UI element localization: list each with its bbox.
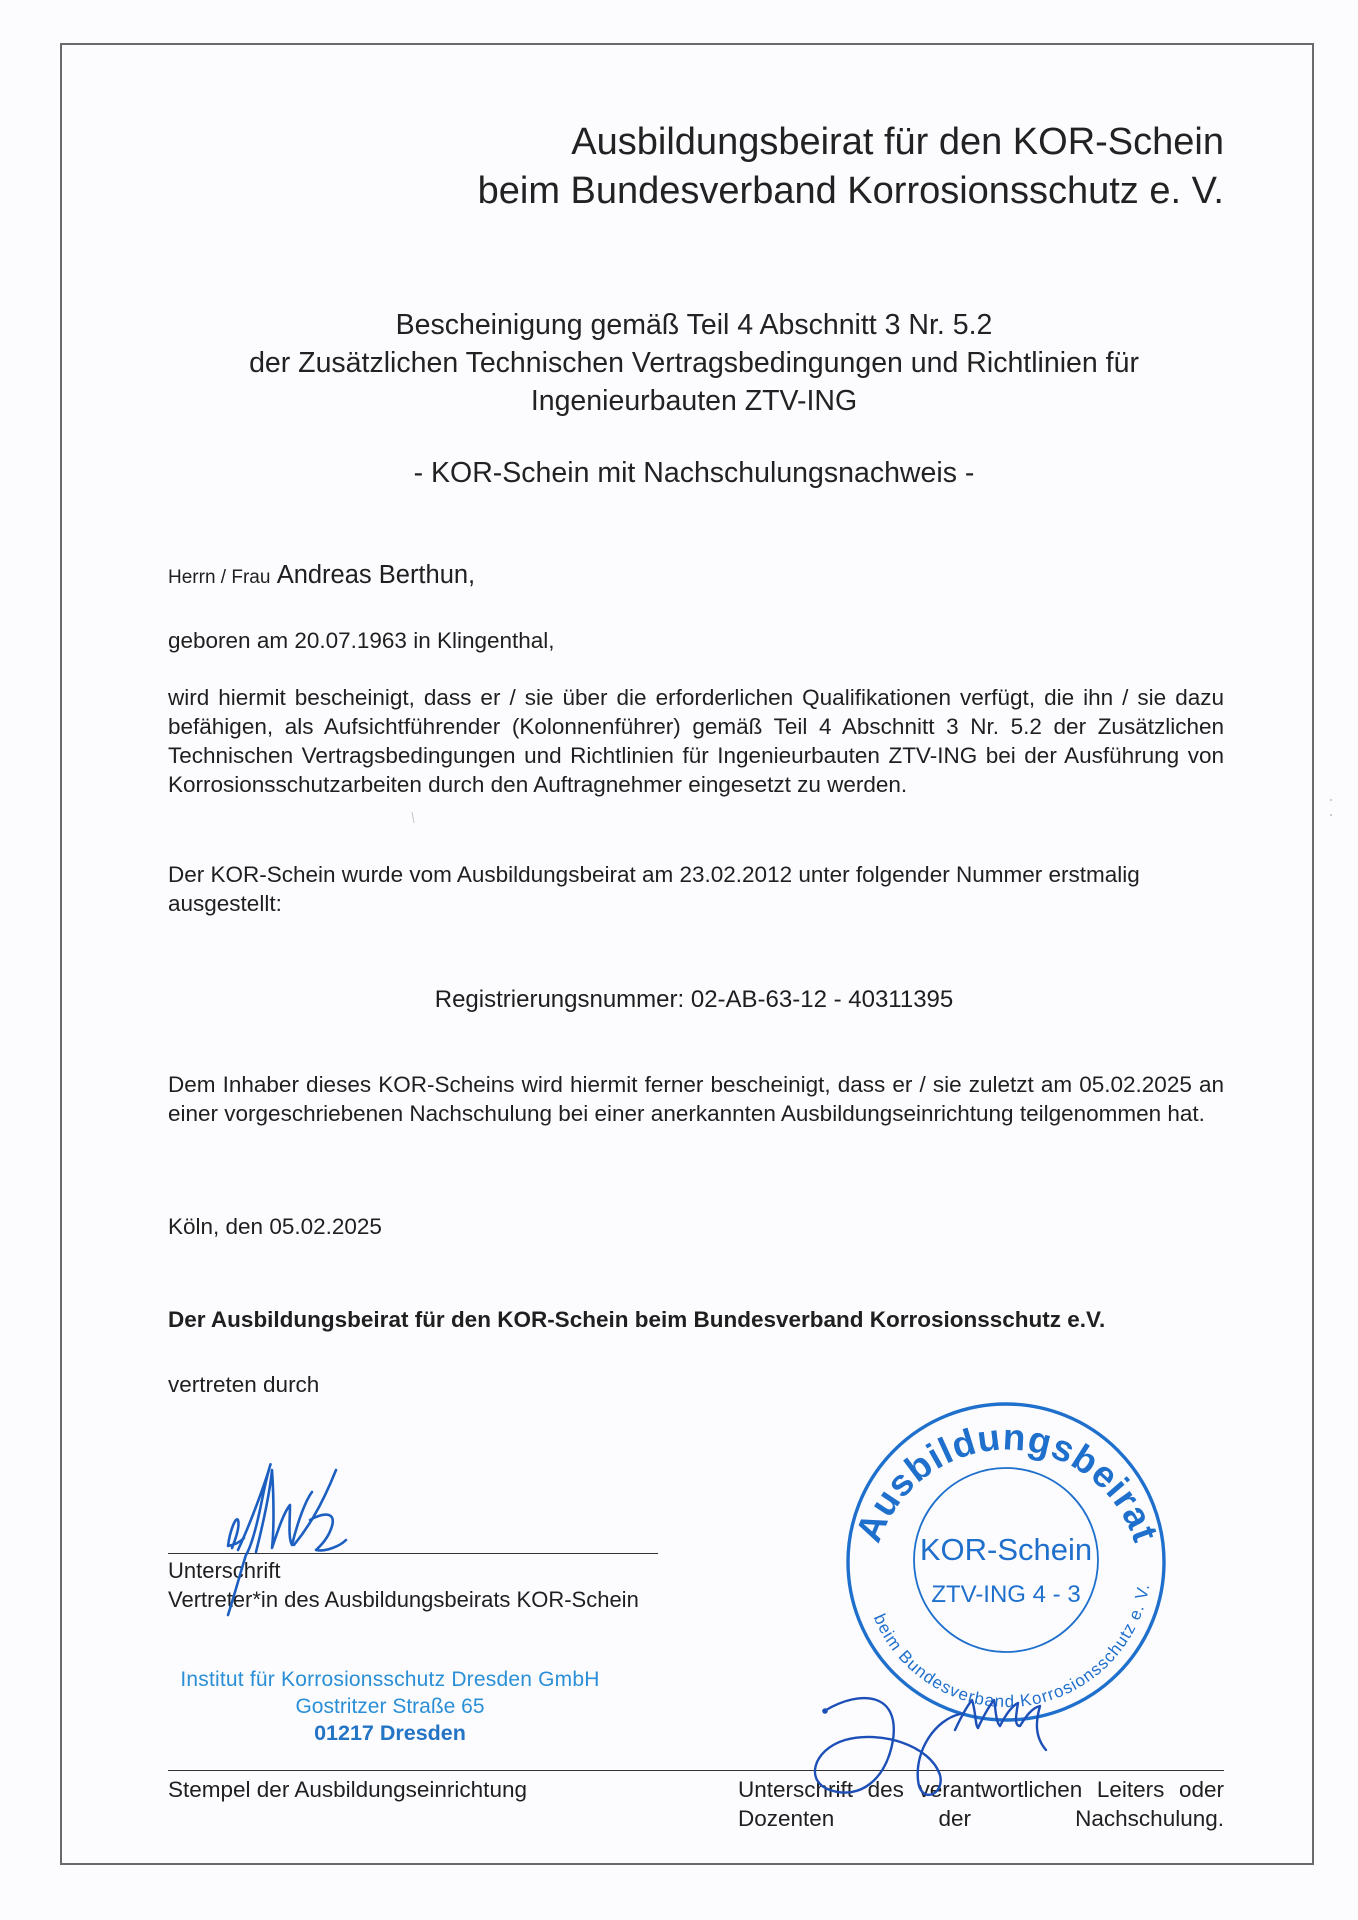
signature-label: Unterschrift [168,1558,281,1583]
recipient-name: Andreas Berthun, [276,561,476,589]
represented-by: vertreten durch [168,1372,320,1397]
footer-right-caption: Unterschrift des verantwortlichen Leiters oder Dozenten der Nachschulung. [738,1777,1224,1831]
signature-line [168,1553,658,1554]
issuer-header [478,118,1224,216]
footer-line [168,1770,1224,1771]
place-date: Köln, den 05.02.2025 [168,1214,382,1239]
issued-paragraph: Der KOR-Schein wurde vom Ausbildungsbeirat am 23.02.2012 unter folgender Nummer erstmalig ausgestellt: [168,862,1140,916]
footer-left-caption: Stempel der Ausbildungseinrichtung [168,1777,527,1802]
recipient-line [168,561,1224,592]
institution-stamp [160,1666,620,1747]
scan-speck [1330,814,1332,816]
issuer-header-line1: Ausbildungsbeirat für den KOR-Schein [571,121,1224,163]
salutation: Herrn / Frau [168,567,271,588]
institution-street: Gostritzer Straße 65 [295,1695,485,1718]
retraining-paragraph: Dem Inhaber dieses KOR-Scheins wird hiermit ferner bescheinigt, dass er / sie zuletzt am 05.02.2025 an einer vorgeschriebenen Nachschulung bei einer anerkannten Ausbildungseinrichtung teilgenommen hat. [168,1072,1224,1126]
seal-center-line1: KOR-Schein [919,1532,1093,1567]
qualification-paragraph: wird hiermit bescheinigt, dass er / sie über die erforderlichen Qualifikationen verfügt, die ihn / sie dazu befähigen, als Aufsichtführender (Kolonnenführer) gemäß Teil 4 Abschnitt 3 Nr. 5.2 der Zusätzlichen Technischen Vertragsbedingungen und Richtlinien für Ingenieurbauten ZTV-ING bei der Ausführung von Korrosionsschutzarbeiten durch den Auftragnehmer eingesetzt zu werden. [168,685,1224,797]
certificate-title-line2: der Zusätzlichen Technischen Vertragsbedingungen und Richtlinien für [249,347,1139,379]
institution-city: 01217 Dresden [314,1721,466,1745]
certificate-subtitle: - KOR-Schein mit Nachschulungsnachweis - [413,457,975,489]
signature-caption [168,1556,1224,1614]
institution-name: Institut für Korrosionsschutz Dresden GmbH [180,1668,600,1691]
seal-center-line2: ZTV-ING 4 - 3 [931,1581,1081,1608]
certificate-title-line1: Bescheinigung gemäß Teil 4 Abschnitt 3 Nr. 5.2 [395,309,993,341]
seal-top-text: Ausbildungsbeirat [847,1416,1167,1548]
scan-speck [1330,799,1332,801]
certificate-title-line3: Ingenieurbauten ZTV-ING [530,385,858,417]
registration-number: Registrierungsnummer: 02-AB-63-12 - 40311395 [434,986,954,1013]
certificate-title [150,306,1238,420]
seal-bottom-text: beim Bundesverband Korrosionsschutz e. V. [869,1581,1154,1712]
signature-role: Vertreter*in des Ausbildungsbeirats KOR-Schein [168,1587,639,1612]
birth-line: geboren am 20.07.1963 in Klingenthal, [168,628,555,653]
issuer-header-line2: beim Bundesverband Korrosionsschutz e. V. [477,170,1224,212]
issuer-statement: Der Ausbildungsbeirat für den KOR-Schein beim Bundesverband Korrosionsschutz e.V. [168,1307,1106,1332]
